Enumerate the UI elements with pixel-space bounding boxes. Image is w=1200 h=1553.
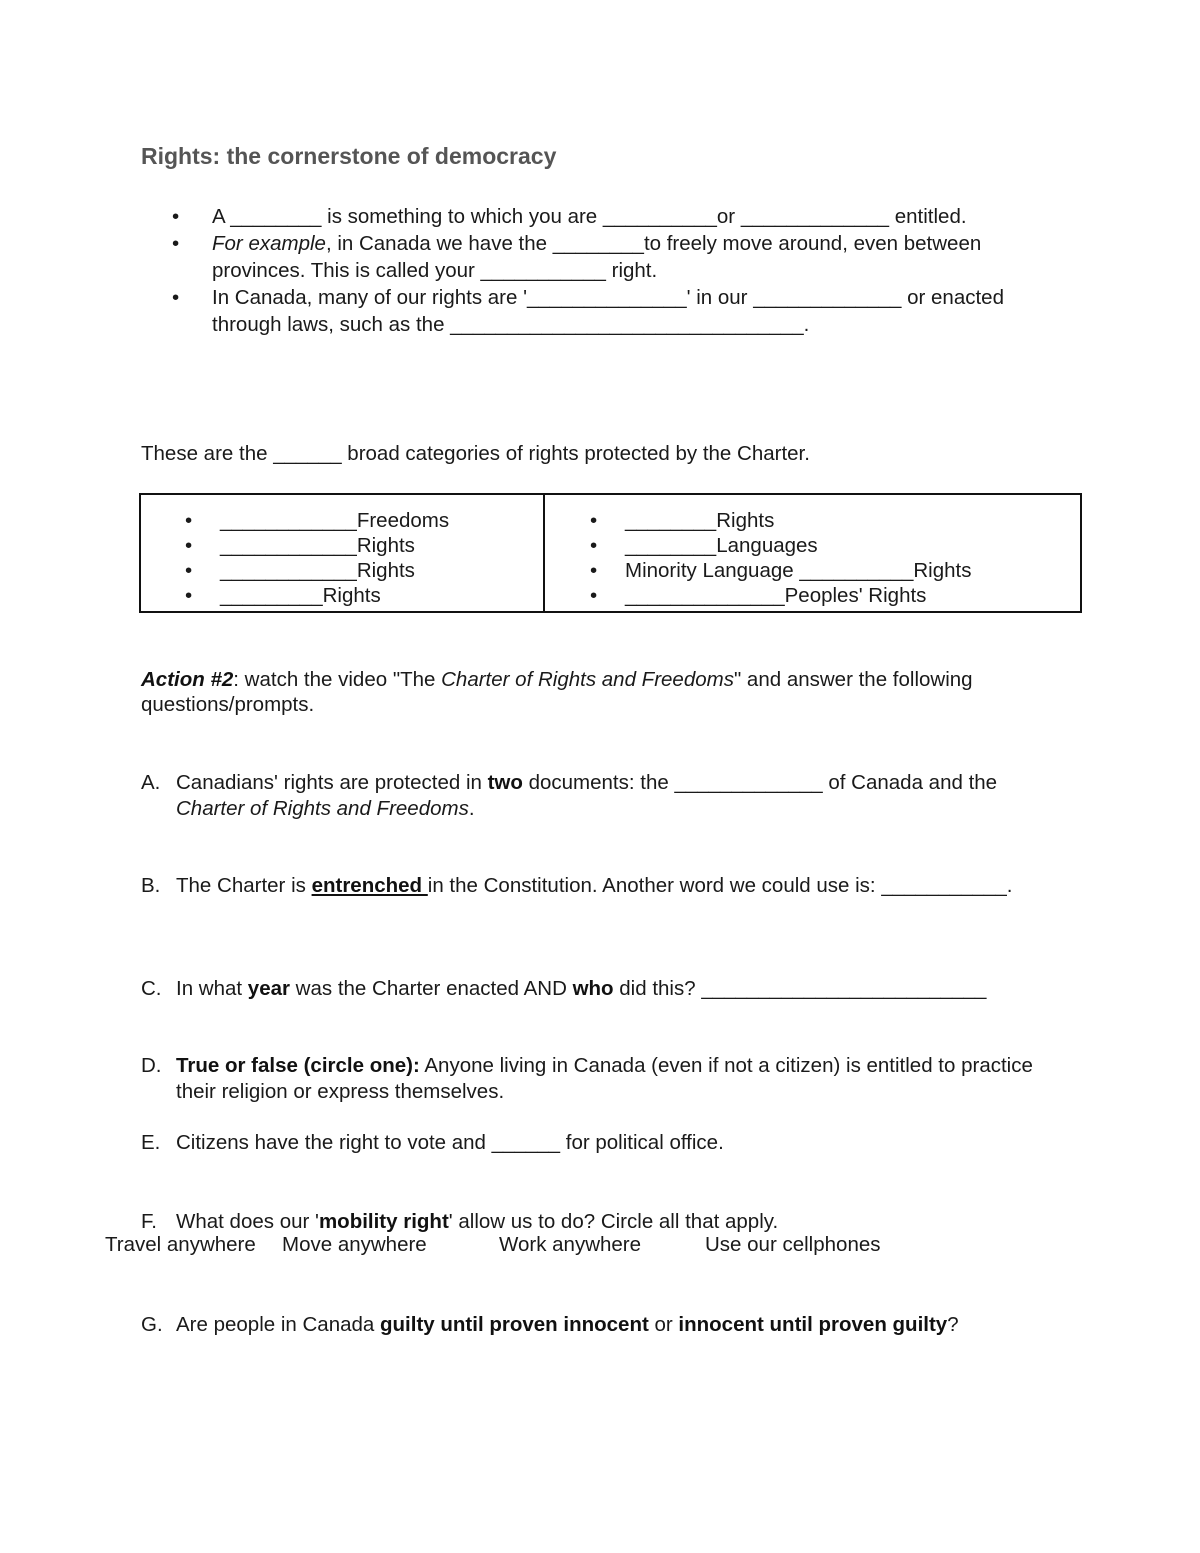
question-c — [141, 976, 1071, 1002]
example-text: , in Canada we have the ________to freely move around, even between provinces. This is called your ___________ right. — [212, 232, 982, 282]
question-text: Canadians' rights are protected in — [176, 771, 488, 794]
category-item: • ____________Rights — [141, 558, 543, 583]
action-instructions — [141, 667, 1041, 717]
category-item: • ____________Freedoms — [141, 508, 543, 533]
question-text: Anyone living in Canada (even if not a citizen) is entitled to practice their religion or express themselves. — [176, 1054, 1033, 1103]
question-text: ' allow us to do? Circle all that apply. — [448, 1210, 779, 1233]
question-text: was the Charter enacted AND — [289, 977, 573, 1000]
question-text: Are people in Canada — [176, 1313, 381, 1336]
emphasis: innocent until proven guilty — [678, 1313, 948, 1336]
emphasis: guilty until proven innocent — [380, 1313, 649, 1336]
bullet-example — [172, 230, 1052, 284]
categories-table — [139, 493, 1082, 613]
categories-left-column — [141, 495, 545, 611]
categories-right-column — [545, 495, 1080, 611]
question-text: did this? _________________________ — [613, 977, 987, 1000]
question-text: or — [648, 1313, 679, 1336]
question-d — [141, 1053, 1071, 1105]
option-work[interactable]: Work anywhere — [499, 1233, 642, 1256]
question-text: What does our ' — [176, 1210, 319, 1233]
question-g — [141, 1312, 1071, 1338]
question-f — [141, 1209, 1071, 1235]
true-false-prompt: True or false (circle one): — [176, 1054, 420, 1077]
question-label: G. — [141, 1313, 163, 1336]
action-text: : watch the video "The — [233, 668, 442, 691]
emphasis: mobility right — [318, 1210, 449, 1233]
option-move[interactable]: Move anywhere — [282, 1233, 427, 1256]
emphasis: year — [247, 977, 290, 1000]
question-e — [141, 1130, 1071, 1156]
question-a — [141, 770, 1071, 822]
action-label: Action #2 — [141, 668, 234, 691]
charter-title: Charter of Rights and Freedoms — [176, 797, 469, 820]
bullet-right-definition: • A ________ is something to which you are __________or _____________ entitled. — [172, 203, 1052, 230]
emphasis: two — [487, 771, 523, 794]
bullet-entrenched: • In Canada, many of our rights are '______________' in our _____________ or enacted through laws, such as the _______________________________. — [172, 284, 1052, 338]
option-travel[interactable]: Travel anywhere — [105, 1233, 256, 1256]
question-text: Citizens have the right to vote and ______ for political office. — [176, 1131, 724, 1154]
category-item: • ____________Rights — [141, 533, 543, 558]
question-text: The Charter is — [176, 874, 312, 897]
category-item: • ________Rights — [545, 508, 1080, 533]
categories-intro: These are the ______ broad categories of rights protected by the Charter. — [141, 442, 810, 465]
question-text: in the Constitution. Another word we could use is: ___________. — [427, 874, 1013, 897]
emphasis: who — [572, 977, 614, 1000]
action-text-end: " and answer the following questions/prompts. — [141, 668, 973, 716]
question-label: A. — [141, 771, 161, 794]
question-b — [141, 873, 1071, 899]
question-label: E. — [141, 1131, 161, 1154]
category-item: • ________Languages — [545, 533, 1080, 558]
question-label: C. — [141, 977, 162, 1000]
video-title: Charter of Rights and Freedoms — [441, 668, 734, 691]
question-text: . — [468, 797, 475, 820]
emphasis-underlined: entrenched — [311, 874, 428, 897]
question-text: documents: the _____________ of Canada and the — [522, 771, 998, 794]
option-cellphones[interactable]: Use our cellphones — [705, 1233, 881, 1256]
question-text: In what — [176, 977, 248, 1000]
category-item: • _________Rights — [141, 583, 543, 608]
definition-bullets — [172, 203, 1052, 338]
category-item: • ______________Peoples' Rights — [545, 583, 1080, 608]
category-item: • Minority Language __________Rights — [545, 558, 1080, 583]
question-label: F. — [141, 1210, 157, 1233]
page-title: Rights: the cornerstone of democracy — [141, 143, 557, 169]
question-text: ? — [947, 1313, 959, 1336]
example-label: For example — [212, 232, 326, 255]
question-label: D. — [141, 1054, 162, 1077]
question-label: B. — [141, 874, 161, 897]
